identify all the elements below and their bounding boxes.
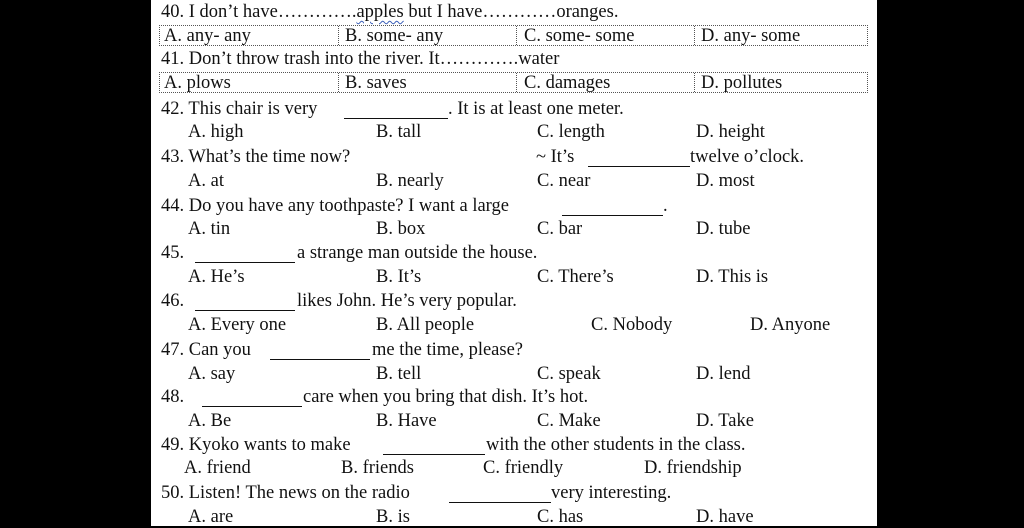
answer-blank	[344, 118, 448, 119]
option-c[interactable]: C. friendly	[483, 458, 564, 478]
option-a[interactable]: A. at	[188, 171, 224, 191]
answer-blank	[270, 359, 370, 360]
table-divider	[338, 73, 339, 92]
answer-blank	[562, 215, 663, 216]
option-a[interactable]: A. plows	[164, 73, 231, 93]
option-b[interactable]: B. tall	[376, 122, 422, 142]
option-a[interactable]: A. He’s	[188, 267, 245, 287]
table-divider	[694, 26, 695, 45]
question-43-text: 43. What’s the time now?	[161, 147, 351, 167]
worksheet-page	[151, 0, 877, 526]
answer-blank-dots: …………	[482, 2, 557, 22]
table-divider	[338, 26, 339, 45]
option-c[interactable]: C. There’s	[537, 267, 614, 287]
option-c[interactable]: C. some- some	[524, 26, 635, 46]
option-a[interactable]: A. Every one	[188, 315, 287, 335]
question-43-reply: ~ It’s	[536, 147, 575, 167]
table-divider	[694, 73, 695, 92]
option-b[interactable]: B. Have	[376, 411, 437, 431]
question-text-end: oranges.	[556, 2, 619, 22]
question-keyword: apples	[356, 2, 404, 22]
option-d[interactable]: D. any- some	[701, 26, 801, 46]
option-b[interactable]: B. some- any	[345, 26, 444, 46]
question-48-text: care when you bring that dish. It’s hot.	[303, 387, 589, 407]
option-c[interactable]: C. Make	[537, 411, 601, 431]
question-46-text: likes John. He’s very popular.	[297, 291, 517, 311]
option-d[interactable]: D. This is	[696, 267, 769, 287]
option-b[interactable]: B. tell	[376, 364, 422, 384]
question-48-number: 48.	[161, 387, 185, 407]
option-d[interactable]: D. tube	[696, 219, 751, 239]
option-b[interactable]: B. nearly	[376, 171, 444, 191]
option-a[interactable]: A. Be	[188, 411, 232, 431]
question-50-text-end: very interesting.	[551, 483, 672, 503]
question-40	[161, 1, 618, 23]
option-c[interactable]: C. speak	[537, 364, 601, 384]
question-47-text-end: me the time, please?	[372, 340, 524, 360]
option-b[interactable]: B. box	[376, 219, 426, 239]
question-45-number: 45.	[161, 243, 185, 263]
question-49-text-end: with the other students in the class.	[486, 435, 746, 455]
option-a[interactable]: A. tin	[188, 219, 231, 239]
option-a[interactable]: A. high	[188, 122, 244, 142]
option-a[interactable]: A. say	[188, 364, 236, 384]
question-41: 41. Don’t throw trash into the river. It………….water	[161, 49, 560, 69]
option-d[interactable]: D. Anyone	[750, 315, 831, 335]
question-42-text-end: . It is at least one meter.	[448, 99, 624, 119]
question-44-text-end: .	[663, 196, 668, 216]
option-a[interactable]: A. any- any	[164, 26, 251, 46]
answer-blank-dots: ………….	[277, 2, 357, 22]
answer-blank	[383, 454, 485, 455]
question-43-text-end: twelve o’clock.	[690, 147, 805, 167]
option-c[interactable]: C. has	[537, 507, 584, 527]
table-divider	[516, 26, 517, 45]
answer-blank	[195, 262, 295, 263]
option-b[interactable]: B. It’s	[376, 267, 422, 287]
option-d[interactable]: D. height	[696, 122, 765, 142]
option-c[interactable]: C. length	[537, 122, 605, 142]
option-c[interactable]: C. damages	[524, 73, 611, 93]
option-b[interactable]: B. friends	[341, 458, 414, 478]
answer-blank	[202, 406, 302, 407]
option-c[interactable]: C. Nobody	[591, 315, 673, 335]
option-d[interactable]: D. have	[696, 507, 754, 527]
question-number: 40.	[161, 2, 185, 22]
option-b[interactable]: B. All people	[376, 315, 475, 335]
options-table-40	[159, 25, 868, 46]
table-divider	[516, 73, 517, 92]
option-c[interactable]: C. near	[537, 171, 591, 191]
question-42-text: 42. This chair is very	[161, 99, 318, 119]
option-d[interactable]: D. lend	[696, 364, 751, 384]
question-45-text: a strange man outside the house.	[297, 243, 538, 263]
option-b[interactable]: B. saves	[345, 73, 407, 93]
option-b[interactable]: B. is	[376, 507, 410, 527]
answer-blank	[195, 310, 295, 311]
option-c[interactable]: C. bar	[537, 219, 583, 239]
question-46-number: 46.	[161, 291, 185, 311]
option-a[interactable]: A. are	[188, 507, 234, 527]
option-a[interactable]: A. friend	[184, 458, 251, 478]
question-50-text: 50. Listen! The news on the radio	[161, 483, 410, 503]
answer-blank	[449, 502, 551, 503]
question-47-text: 47. Can you	[161, 340, 251, 360]
question-44-text: 44. Do you have any toothpaste? I want a large	[161, 196, 509, 216]
option-d[interactable]: D. friendship	[644, 458, 742, 478]
option-d[interactable]: D. Take	[696, 411, 754, 431]
question-49-text: 49. Kyoko wants to make	[161, 435, 351, 455]
question-text-middle: but I have	[403, 2, 483, 22]
options-table-41	[159, 72, 868, 93]
option-d[interactable]: D. most	[696, 171, 755, 191]
question-text-start: I don’t have	[188, 2, 278, 22]
option-d[interactable]: D. pollutes	[701, 73, 783, 93]
answer-blank	[588, 166, 690, 167]
